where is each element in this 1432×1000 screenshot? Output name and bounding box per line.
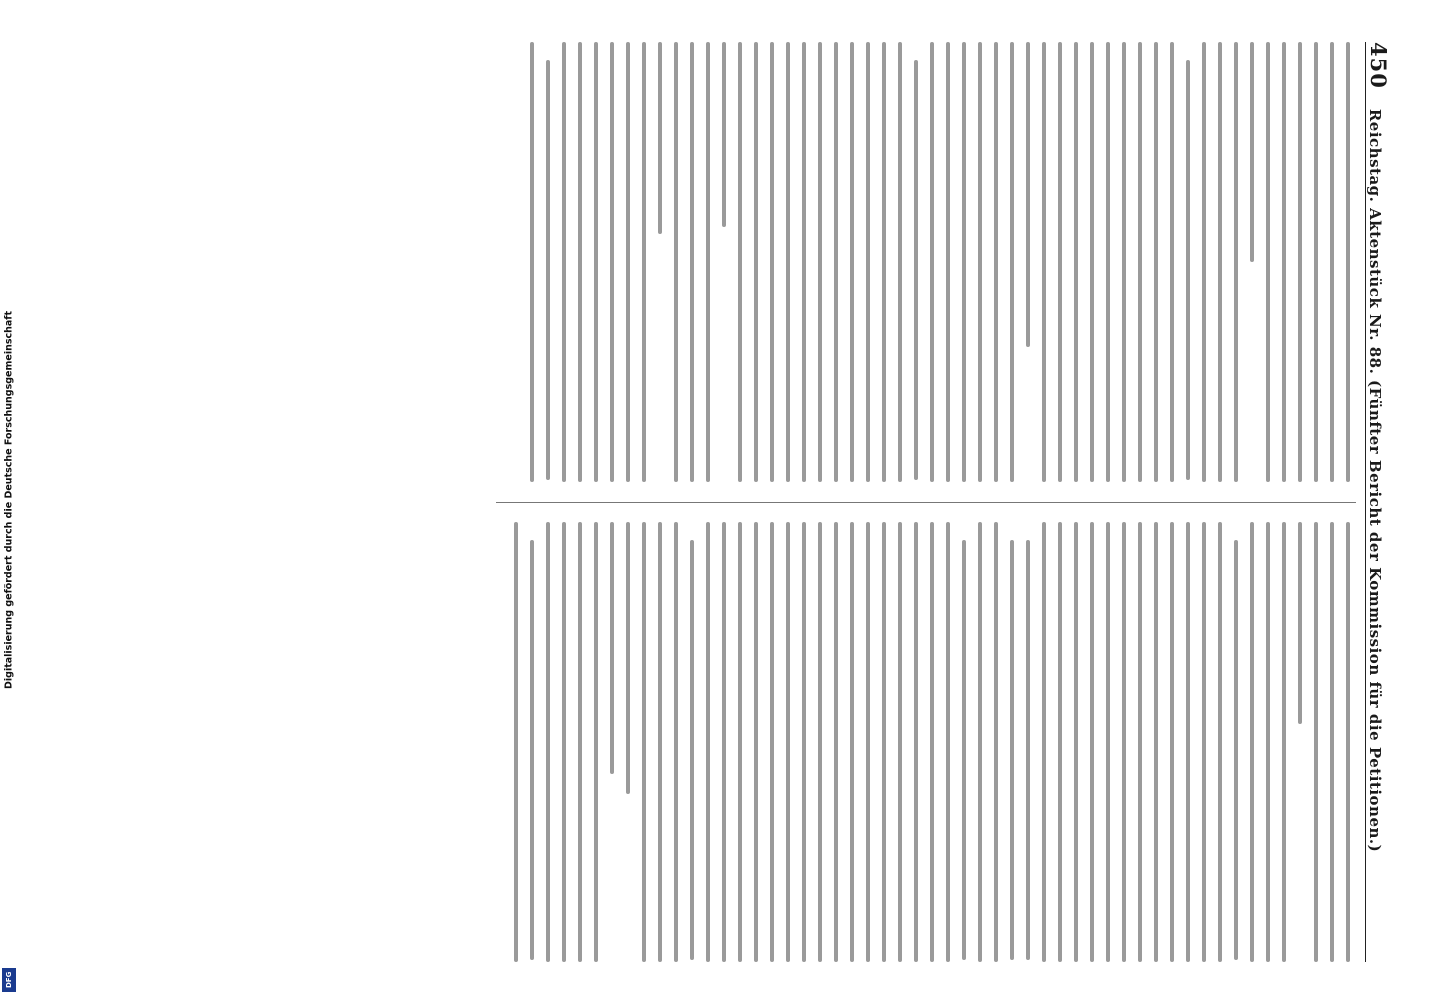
text-line-placeholder [732,522,748,962]
text-line-placeholder [1036,42,1052,482]
text-line-placeholder [668,42,684,482]
text-line-placeholder [1196,522,1212,962]
text-line-placeholder [796,42,812,482]
text-line-placeholder [876,42,892,482]
text-line-placeholder [1148,522,1164,962]
text-line-placeholder [972,522,988,962]
text-line-placeholder [1084,42,1100,482]
text-line-placeholder [636,42,652,482]
text-line-placeholder [588,522,604,962]
text-line-placeholder [876,522,892,962]
running-title: Reichstag. Aktenstück Nr. 88. (Fünfter Bericht der Kommission für die Petitionen.) [1366,108,1384,853]
text-line-placeholder [556,42,572,482]
text-line-placeholder [1020,522,1036,962]
text-line-placeholder [1308,522,1324,962]
text-line-placeholder [1308,42,1324,482]
text-line-placeholder [940,522,956,962]
text-line-placeholder [508,522,524,962]
text-line-placeholder [1228,42,1244,482]
text-line-placeholder [1260,42,1276,482]
text-line-placeholder [620,42,636,482]
text-line-placeholder [1052,42,1068,482]
digitization-sidebar [0,0,18,1000]
text-line-placeholder [1324,42,1340,482]
text-line-placeholder [844,42,860,482]
text-line-placeholder [684,522,700,962]
text-line-placeholder [1068,522,1084,962]
text-line-placeholder [924,522,940,962]
text-line-placeholder [1180,522,1196,962]
text-line-placeholder [604,522,620,962]
text-line-placeholder [540,522,556,962]
text-line-placeholder [796,522,812,962]
text-line-placeholder [972,42,988,482]
page-number: 450 [1366,42,1391,89]
text-line-placeholder [1196,42,1212,482]
text-line-placeholder [764,42,780,482]
text-line-placeholder [828,42,844,482]
text-line-placeholder [1292,522,1308,962]
text-line-placeholder [1292,42,1308,482]
text-line-placeholder [572,42,588,482]
text-line-placeholder [892,42,908,482]
text-line-placeholder [892,522,908,962]
text-column-left [524,42,1356,482]
scanned-page [90,20,1400,980]
text-line-placeholder [1020,42,1036,482]
text-line-placeholder [860,522,876,962]
text-line-placeholder [1004,522,1020,962]
text-line-placeholder [540,42,556,482]
text-line-placeholder [716,522,732,962]
text-line-placeholder [860,42,876,482]
text-line-placeholder [1100,42,1116,482]
text-line-placeholder [620,522,636,962]
text-line-placeholder [732,42,748,482]
text-line-placeholder [1036,522,1052,962]
text-line-placeholder [1116,522,1132,962]
text-line-placeholder [524,42,540,482]
text-line-placeholder [1324,522,1340,962]
text-line-placeholder [780,522,796,962]
text-line-placeholder [1340,522,1356,962]
text-line-placeholder [1244,42,1260,482]
text-line-placeholder [956,42,972,482]
text-line-placeholder [572,522,588,962]
text-line-placeholder [956,522,972,962]
text-line-placeholder [780,42,796,482]
text-line-placeholder [988,42,1004,482]
text-line-placeholder [1212,522,1228,962]
text-line-placeholder [1132,42,1148,482]
text-line-placeholder [1148,42,1164,482]
text-line-placeholder [684,42,700,482]
text-line-placeholder [764,522,780,962]
text-line-placeholder [716,42,732,482]
text-line-placeholder [908,522,924,962]
text-line-placeholder [1132,522,1148,962]
text-line-placeholder [1084,522,1100,962]
text-line-placeholder [812,42,828,482]
text-line-placeholder [1164,522,1180,962]
text-line-placeholder [1212,42,1228,482]
text-line-placeholder [524,522,540,962]
text-line-placeholder [1260,522,1276,962]
text-line-placeholder [652,522,668,962]
text-line-placeholder [1276,522,1292,962]
page-header [1365,42,1392,962]
text-line-placeholder [940,42,956,482]
text-line-placeholder [844,522,860,962]
text-line-placeholder [556,522,572,962]
text-line-placeholder [1180,42,1196,482]
text-line-placeholder [1244,522,1260,962]
text-line-placeholder [588,42,604,482]
text-line-placeholder [1100,522,1116,962]
text-column-right [508,522,1356,962]
text-line-placeholder [812,522,828,962]
text-line-placeholder [1004,42,1020,482]
text-line-placeholder [924,42,940,482]
text-line-placeholder [828,522,844,962]
text-line-placeholder [700,522,716,962]
text-line-placeholder [748,42,764,482]
text-line-placeholder [1276,42,1292,482]
digitization-credit: Digitalisierung gefördert durch die Deutsche Forschungsgemeinschaft [3,311,15,689]
dfg-logo: DFG [2,968,16,992]
text-line-placeholder [988,522,1004,962]
text-line-placeholder [1164,42,1180,482]
text-line-placeholder [1228,522,1244,962]
text-line-placeholder [700,42,716,482]
text-line-placeholder [1116,42,1132,482]
text-line-placeholder [1052,522,1068,962]
text-line-placeholder [604,42,620,482]
page-content [90,20,1400,980]
text-line-placeholder [652,42,668,482]
text-line-placeholder [1068,42,1084,482]
text-line-placeholder [636,522,652,962]
column-divider [496,502,1356,503]
text-line-placeholder [1340,42,1356,482]
text-line-placeholder [908,42,924,482]
text-line-placeholder [668,522,684,962]
text-line-placeholder [748,522,764,962]
